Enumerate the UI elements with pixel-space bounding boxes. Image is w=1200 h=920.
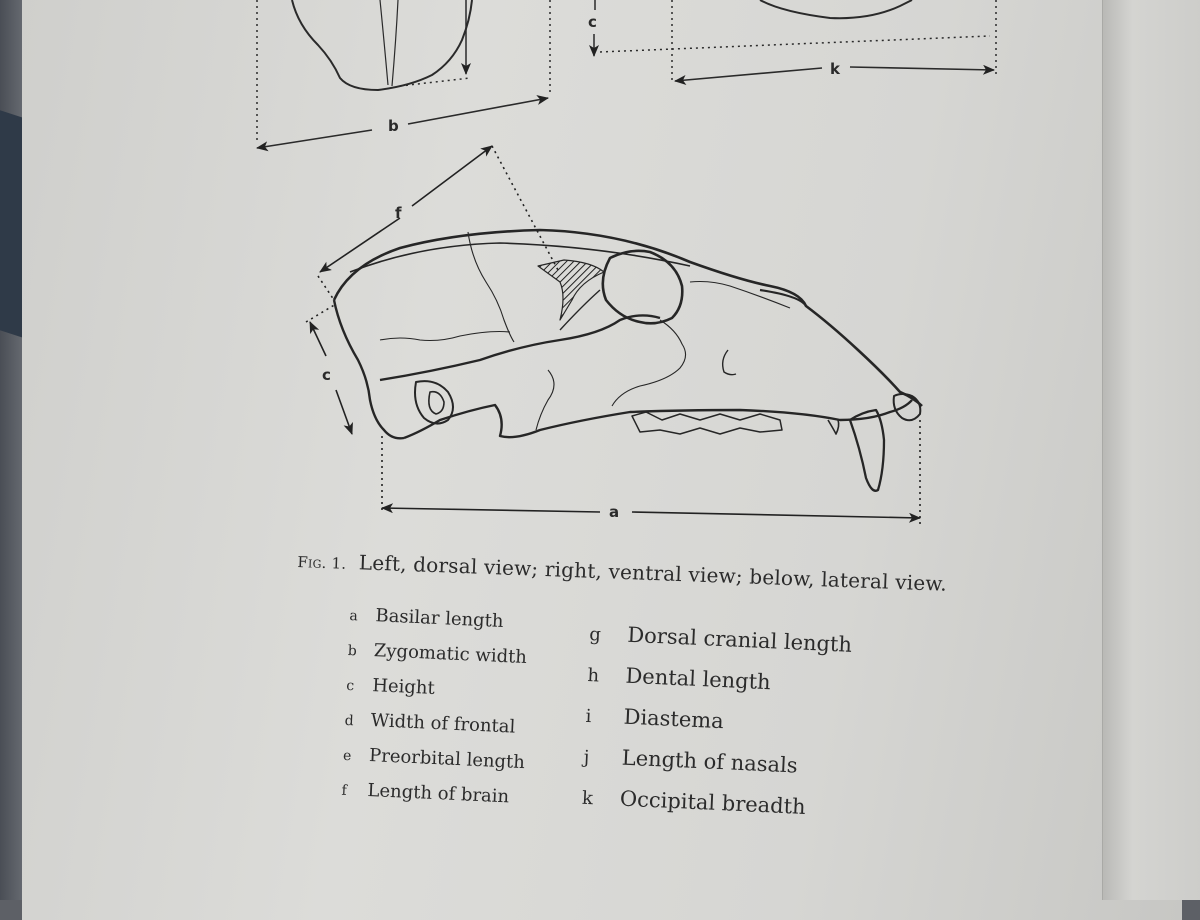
legend-letter: k (581, 787, 594, 810)
legend-label: Length of nasals (621, 745, 799, 778)
measure-a (382, 420, 920, 524)
dimension-label-b: b (388, 117, 399, 135)
legend-letter: j (583, 746, 590, 769)
legend-label: Preorbital length (368, 745, 526, 774)
dimension-label-f: f (395, 204, 402, 222)
legend-letter: d (344, 712, 355, 730)
legend-letter: h (587, 664, 600, 687)
dimension-label-c-top: c (588, 13, 597, 31)
legend-letter: b (347, 642, 358, 660)
measure-f (318, 146, 558, 300)
legend-letter: c (345, 677, 355, 695)
figure-number: Fig. 1. (297, 552, 347, 573)
legend-label: Height (371, 675, 436, 699)
dimension-label-k: k (830, 60, 840, 78)
caption-text: Left, dorsal view; right, ventral view; below, lateral view. (358, 550, 948, 596)
legend-label: Width of frontal (370, 710, 516, 738)
dorsal-view-drawing (257, 0, 550, 148)
legend-letter: i (585, 705, 592, 728)
legend-label: Dental length (625, 663, 772, 695)
legend-label: Diastema (623, 704, 725, 734)
legend-letter: g (588, 623, 602, 646)
legend-right-column (581, 621, 853, 838)
legend-label: Zygomatic width (373, 640, 528, 669)
legend-label: Basilar length (375, 605, 504, 632)
dimension-label-c-lateral: c (322, 366, 331, 384)
legend-label: Length of brain (367, 779, 510, 808)
lateral-view-skull (334, 230, 922, 491)
legend-label: Occipital breadth (619, 786, 807, 819)
legend-letter: f (341, 782, 348, 800)
legend-left-column (340, 604, 531, 822)
legend-letter: e (342, 747, 352, 765)
ventral-view-drawing (594, 0, 996, 81)
dimension-label-a: a (609, 503, 620, 521)
legend-letter: a (349, 607, 359, 625)
legend-label: Dorsal cranial length (626, 622, 853, 657)
